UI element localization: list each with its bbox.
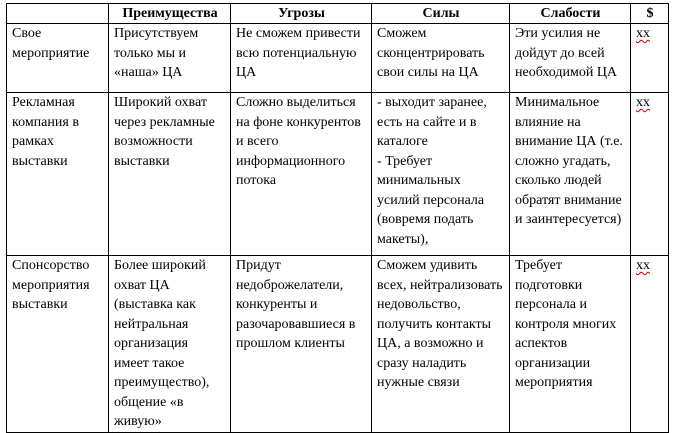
weaknesses-cell: Требует подготовки персонала и контроля многих аспектов организации мероприятия [510, 256, 631, 433]
cost-cell [631, 256, 669, 433]
cost-value: хх [636, 258, 650, 273]
row-label: Свое мероприятие [7, 24, 109, 93]
strengths-cell: Сможем удивить всех, нейтрализовать недовольство, получить контакты ЦА, а возможно и сразу наладить нужные связи [372, 256, 510, 433]
threats-cell: Придут недоброжелатели, конкуренты и разочаровавшиеся в прошлом клиенты [231, 256, 372, 433]
advantages-cell: Присутствуем только мы и «наша» ЦА [109, 24, 231, 93]
table-row [7, 93, 669, 256]
strengths-cell: Сможем сконцентрировать свои силы на ЦА [372, 24, 510, 93]
table-row [7, 256, 669, 433]
header-strengths: Силы [372, 4, 510, 24]
header-empty [7, 4, 109, 24]
advantages-cell: Широкий охват через рекламные возможности выставки [109, 93, 231, 256]
strengths-cell: - выходит заранее, есть на сайте и в каталоге - Требует минимальных усилий персонала (вовремя подать макеты), [372, 93, 510, 256]
table-row [7, 24, 669, 93]
cost-value: хх [636, 26, 650, 41]
header-advantages: Преимущества [109, 4, 231, 24]
cost-cell [631, 93, 669, 256]
header-cost: $ [631, 4, 669, 24]
weaknesses-cell: Минимальное влияние на внимание ЦА (т.е. сложно угадать, сколько людей обратят внимание и заинтересуется) [510, 93, 631, 256]
header-weaknesses: Слабости [510, 4, 631, 24]
row-label: Рекламная компания в рамках выставки [7, 93, 109, 256]
row-label: Спонсорство мероприятия выставки [7, 256, 109, 433]
swot-table [6, 3, 669, 433]
cost-cell [631, 24, 669, 93]
table-header-row [7, 4, 669, 24]
threats-cell: Не сможем привести всю потенциальную ЦА [231, 24, 372, 93]
header-threats: Угрозы [231, 4, 372, 24]
advantages-cell: Более широкий охват ЦА (выставка как нейтральная организация имеет такое преимущество), общение «в живую» [109, 256, 231, 433]
cost-value: хх [636, 95, 650, 110]
weaknesses-cell: Эти усилия не дойдут до всей необходимой ЦА [510, 24, 631, 93]
threats-cell: Сложно выделиться на фоне конкурентов и всего информационного потока [231, 93, 372, 256]
